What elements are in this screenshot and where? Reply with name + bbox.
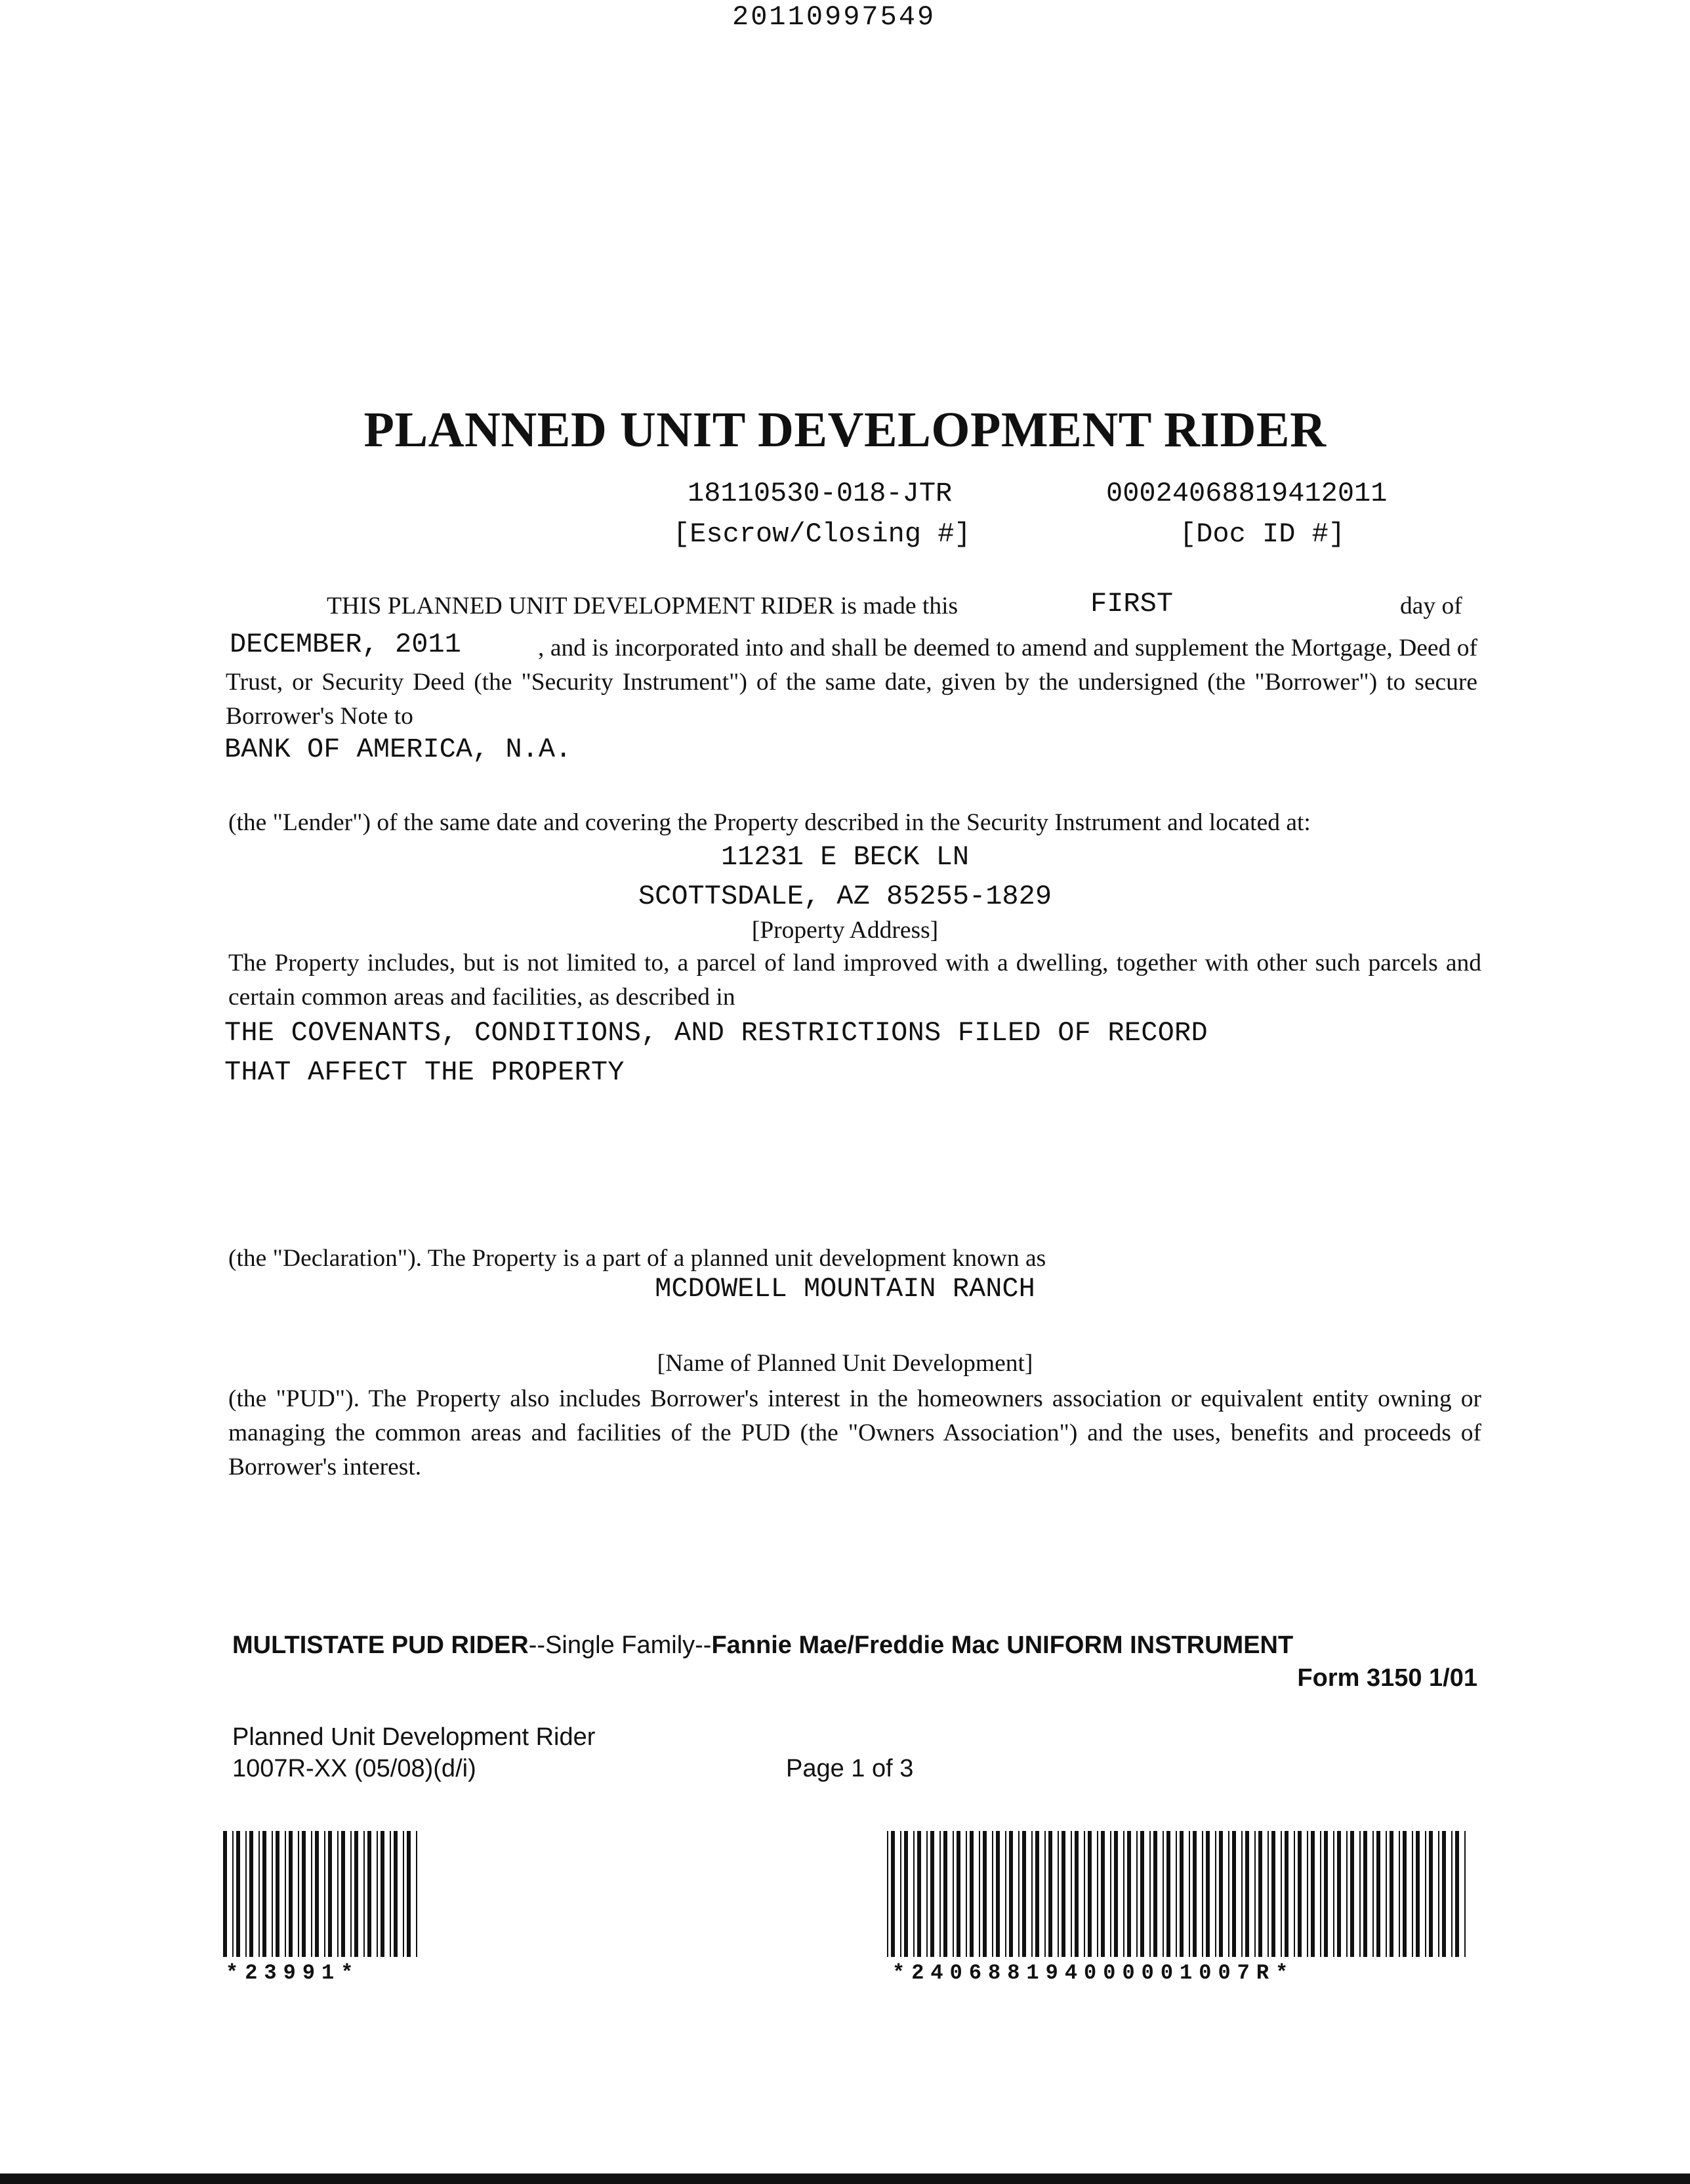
barcode-gap <box>1249 1831 1254 1957</box>
barcode-gap <box>1000 1831 1005 1957</box>
barcode-gap <box>1184 1831 1189 1957</box>
barcode-gap <box>987 1831 992 1957</box>
lender-name: BANK OF AMERICA, N.A. <box>224 734 572 765</box>
barcode-gap <box>1275 1831 1281 1957</box>
barcode-gap <box>921 1831 926 1957</box>
barcode-gap <box>1315 1831 1320 1957</box>
footer-rider-name: Planned Unit Development Rider <box>232 1723 596 1751</box>
barcode-gap <box>384 1831 390 1957</box>
barcode-gap <box>1288 1831 1294 1957</box>
barcode-gap <box>1118 1831 1123 1957</box>
barcode-gap <box>1446 1831 1451 1957</box>
barcode-gap <box>319 1831 324 1957</box>
barcode-gap <box>1105 1831 1110 1957</box>
barcode-gap <box>266 1831 272 1957</box>
barcode-gap <box>1065 1831 1071 1957</box>
barcode-right-text: *240688194000001007R* <box>892 1961 1295 1985</box>
barcode-gap <box>934 1831 939 1957</box>
property-includes-paragraph: The Property includes, but is not limited to, a parcel of land improved with a dwelling, together with other such parcels and certain common areas and facilities, as described in <box>228 950 1481 1011</box>
barcode-gap <box>1210 1831 1215 1957</box>
barcode-gap <box>1223 1831 1228 1957</box>
barcode-gap <box>1466 1831 1468 1957</box>
barcode-gap <box>1013 1831 1018 1957</box>
escrow-label: [Escrow/Closing #] <box>673 518 971 550</box>
property-address-line2: SCOTTSDALE, AZ 85255-1829 <box>638 881 1052 912</box>
barcode-gap <box>1039 1831 1044 1957</box>
barcode-gap <box>358 1831 363 1957</box>
recording-number: 20110997549 <box>732 1 936 33</box>
intro-day-value: FIRST <box>1090 588 1174 620</box>
barcode-gap <box>974 1831 979 1957</box>
barcode-gap <box>1197 1831 1202 1957</box>
scan-bottom-edge <box>0 2174 1690 2184</box>
barcode-gap <box>1157 1831 1163 1957</box>
barcode-gap <box>371 1831 377 1957</box>
barcode-gap <box>411 1831 416 1957</box>
intro-day-of: day of <box>1400 593 1462 620</box>
barcode-gap <box>1092 1831 1097 1957</box>
barcode-gap <box>279 1831 285 1957</box>
barcode-gap <box>398 1831 403 1957</box>
barcode-gap <box>1407 1831 1412 1957</box>
barcode-gap <box>332 1831 337 1957</box>
barcode-gap <box>1328 1831 1333 1957</box>
pud-name: MCDOWELL MOUNTAIN RANCH <box>655 1273 1035 1305</box>
document-title: PLANNED UNIT DEVELOPMENT RIDER <box>363 402 1327 457</box>
lender-line: (the "Lender") of the same date and covering the Property described in the Security Instrument and located at: <box>228 809 1311 836</box>
barcode-gap <box>240 1831 245 1957</box>
property-address-line1: 11231 E BECK LN <box>720 841 970 873</box>
barcode-left <box>223 1831 417 1957</box>
footer-uniform-instrument: Fannie Mae/Freddie Mac UNIFORM INSTRUMENT <box>711 1631 1294 1659</box>
barcode-gap <box>293 1831 298 1957</box>
declaration-text-line1: THE COVENANTS, CONDITIONS, AND RESTRICTIONS FILED OF RECORD <box>224 1017 1208 1049</box>
intro-lead: THIS PLANNED UNIT DEVELOPMENT RIDER is made this <box>327 593 958 620</box>
declaration-text-line2: THAT AFFECT THE PROPERTY <box>224 1057 625 1088</box>
barcode-gap <box>1393 1831 1399 1957</box>
barcode-gap <box>1459 1831 1464 1957</box>
barcode-gap <box>1170 1831 1176 1957</box>
barcode-gap <box>1262 1831 1268 1957</box>
barcode-gap <box>1302 1831 1307 1957</box>
barcode-gap <box>227 1831 232 1957</box>
barcode-gap <box>1367 1831 1372 1957</box>
barcode-gap <box>1144 1831 1149 1957</box>
barcode-left-text: *23991* <box>226 1961 360 1985</box>
barcode-right <box>887 1831 1468 1957</box>
barcode-gap <box>1380 1831 1386 1957</box>
property-address-label: [Property Address] <box>751 917 939 944</box>
pud-paragraph: (the "PUD"). The Property also includes Borrower's interest in the homeowners association or equivalent entity owning or managing the common areas and facilities of the PUD (the "Owners Association") and the uses, benefits and proceeds of Borrower's interest. <box>228 1385 1481 1480</box>
barcode-gap <box>306 1831 311 1957</box>
barcode-gap <box>947 1831 953 1957</box>
doc-id-number: 00024068819412011 <box>1106 478 1388 509</box>
barcode-gap <box>345 1831 350 1957</box>
barcode-gap <box>1052 1831 1058 1957</box>
pud-name-label: [Name of Planned Unit Development] <box>657 1350 1033 1377</box>
barcode-gap <box>1236 1831 1241 1957</box>
intro-paragraph: , and is incorporated into and shall be deemed to amend and supplement the Mortgage, Deed of Trust, or Security Deed (the "Security Instrument") of the same date, given by the undersigned (the "Borrower") to secure Borrower's Note to <box>226 635 1477 730</box>
doc-id-label: [Doc ID #] <box>1180 518 1346 550</box>
barcode-gap <box>1341 1831 1346 1957</box>
footer-rider-code: 1007R-XX (05/08)(d/i) <box>232 1755 476 1782</box>
footer-instrument-line <box>232 1631 1293 1660</box>
barcode-gap <box>1026 1831 1031 1957</box>
intro-month-year: DECEMBER, 2011 <box>230 629 461 660</box>
footer-rider-separator: --Single Family-- <box>528 1631 712 1659</box>
barcode-gap <box>960 1831 966 1957</box>
barcode-gap <box>908 1831 913 1957</box>
barcode-gap <box>1354 1831 1359 1957</box>
barcode-gap <box>1079 1831 1084 1957</box>
escrow-number: 18110530-018-JTR <box>688 478 953 509</box>
barcode-gap <box>253 1831 258 1957</box>
barcode-gap <box>1420 1831 1425 1957</box>
barcode-gap <box>1131 1831 1136 1957</box>
footer-form-number: Form 3150 1/01 <box>1297 1664 1477 1692</box>
footer-rider-title: MULTISTATE PUD RIDER <box>232 1631 529 1659</box>
page-number: Page 1 of 3 <box>786 1755 914 1782</box>
barcode-gap <box>895 1831 900 1957</box>
barcode-gap <box>1433 1831 1438 1957</box>
barcode-bar <box>416 1831 417 1957</box>
declaration-line: (the "Declaration"). The Property is a part of a planned unit development known as <box>228 1245 1046 1272</box>
